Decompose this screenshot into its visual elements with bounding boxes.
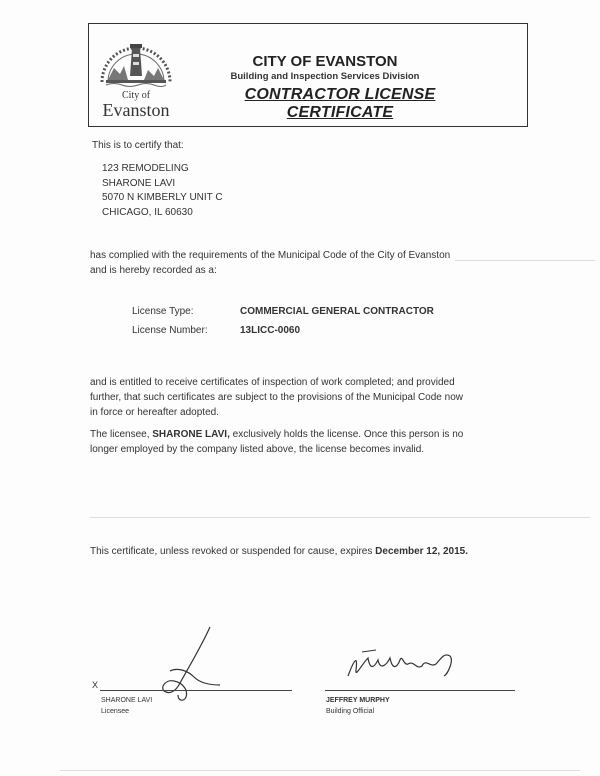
license-number-value: 13LICC-0060	[240, 325, 301, 336]
scan-artifact-line	[90, 517, 590, 518]
licensee-signature-icon	[140, 625, 230, 705]
licensee-signature-line	[100, 690, 292, 691]
scan-artifact-line	[60, 770, 580, 771]
expiration-text: This certificate, unless revoked or suspended for cause, expires	[90, 546, 376, 557]
certificate-title: CONTRACTOR LICENSE CERTIFICATE	[244, 86, 436, 121]
lighthouse-seal-icon	[94, 30, 178, 92]
license-number-label: License Number:	[132, 325, 208, 336]
expiration-statement	[90, 546, 468, 557]
entitlement-line-2: further, that such certificates are subject to the provisions of the Municipal Code now	[90, 392, 463, 403]
signature-x-mark: X	[92, 680, 99, 690]
certify-intro: This is to certify that:	[92, 140, 184, 151]
expiration-date: December 12, 2015.	[375, 546, 468, 557]
licensee-name: SHARONE LAVI	[101, 697, 153, 704]
license-type-value: COMMERCIAL GENERAL CONTRACTOR	[240, 306, 434, 317]
seal-city-of-text: City of	[121, 90, 151, 101]
address-line: CHICAGO, IL 60630	[102, 206, 193, 218]
license-type-label: License Type:	[132, 306, 194, 317]
address-line: 123 REMODELING	[102, 163, 189, 174]
official-name: JEFFREY MURPHY	[326, 697, 390, 704]
city-title: CITY OF EVANSTON	[252, 53, 398, 70]
licensee-clause-line-1	[90, 427, 510, 442]
clause-prefix: The licensee,	[90, 429, 153, 440]
official-signature-line	[325, 690, 515, 691]
seal-evanston-text: Evanston	[102, 100, 170, 120]
entitlement-paragraph	[90, 375, 510, 420]
compliance-statement	[90, 248, 510, 278]
city-seal-logo	[94, 30, 178, 122]
official-role: Building Official	[326, 708, 375, 715]
compliance-line-2: and is hereby recorded as a:	[90, 265, 217, 276]
official-signature-icon	[340, 640, 470, 685]
scan-artifact-line	[455, 260, 595, 261]
address-line: SHARONE LAVI	[102, 177, 176, 189]
address-line: 5070 N KIMBERLY UNIT C	[102, 192, 223, 203]
division-subtitle: Building and Inspection Services Division	[230, 71, 420, 82]
clause-licensee-name: SHARONE LAVI,	[152, 429, 230, 440]
entitlement-line-1: and is entitled to receive certificates of inspection of work completed; and provided	[90, 377, 455, 388]
licensee-clause	[90, 427, 510, 457]
licensee-address-block	[102, 162, 223, 220]
licensee-clause-line-2: longer employed by the company listed above, the license becomes invalid.	[90, 444, 425, 455]
compliance-line-1: has complied with the requirements of the Municipal Code of the City of Evanston	[90, 250, 451, 261]
clause-suffix: exclusively holds the license. Once this person is no	[229, 429, 464, 440]
entitlement-line-3: in force or hereafter adopted.	[90, 407, 219, 418]
licensee-role: Licensee	[101, 708, 130, 715]
